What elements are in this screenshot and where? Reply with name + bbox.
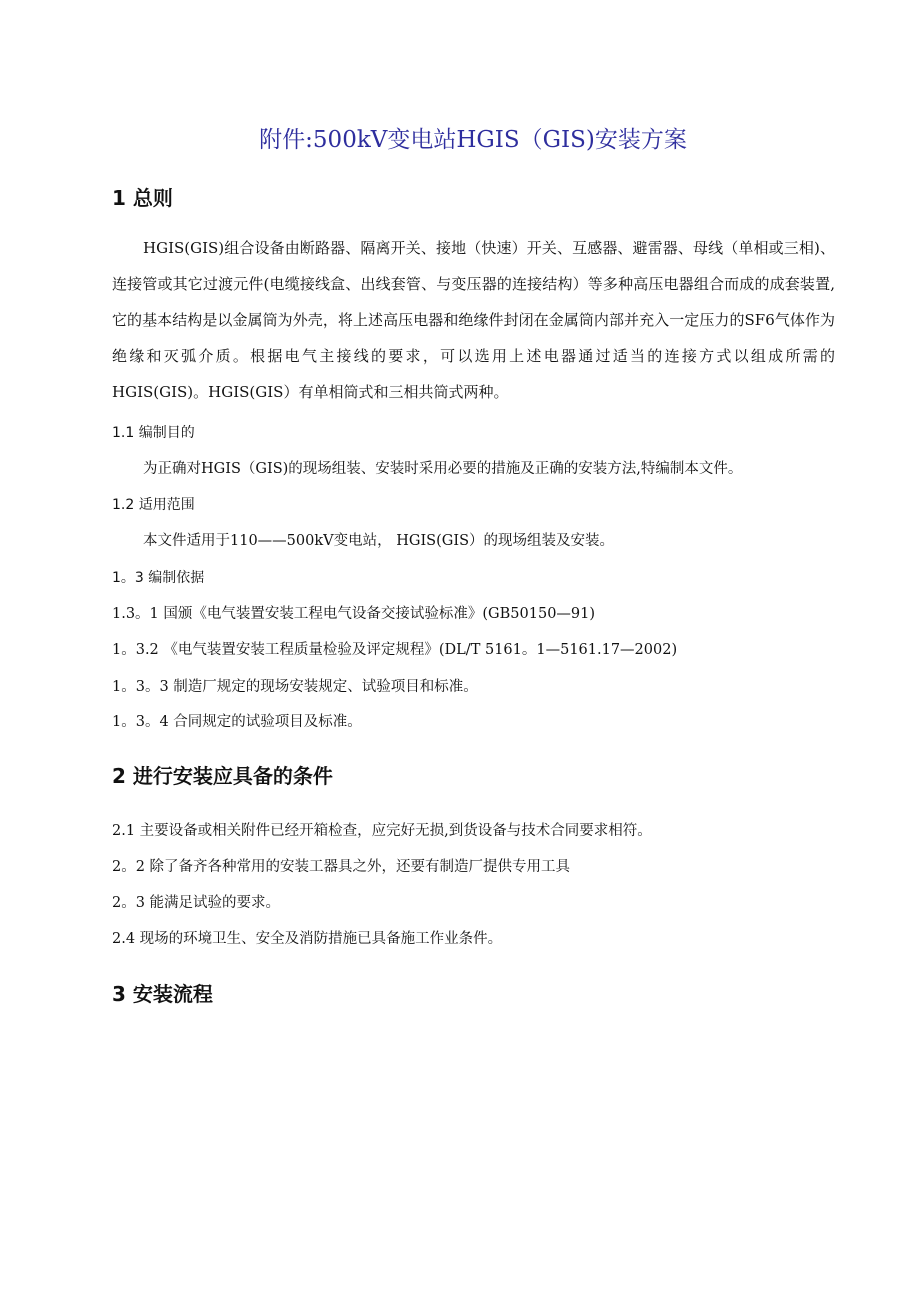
condition-item: 2。3 能满足试验的要求。 — [112, 895, 281, 911]
section-1-2-text: 本文件适用于110——500kV变电站， HGIS(GIS）的现场组装及安装。 — [143, 533, 615, 549]
condition-item: 2。2 除了备齐各种常用的安装工器具之外，还要有制造厂提供专用工具 — [112, 859, 571, 875]
section-2-heading: 2 进行安装应具备的条件 — [112, 764, 333, 788]
reference-item: 1.3。1 国颁《电气装置安装工程电气设备交接试验标准》(GB50150—91) — [112, 606, 596, 622]
condition-item: 2.4 现场的环境卫生、安全及消防措施已具备施工作业条件。 — [112, 931, 503, 947]
section-1-heading: 1 总则 — [112, 186, 173, 210]
reference-item: 1。3。3 制造厂规定的现场安装规定、试验项目和标准。 — [112, 679, 478, 695]
section-1-1-text: 为正确对HGIS（GIS)的现场组装、安装时采用必要的措施及正确的安装方法,特编制本文件。 — [143, 461, 743, 477]
document-title: 附件:500kV变电站HGIS（GIS)安装方案 — [259, 127, 687, 153]
section-1-3-heading: 1。3 编制依据 — [112, 570, 205, 586]
section-1-paragraph: HGIS(GIS)组合设备由断路器、隔离开关、接地（快速）开关、互感器、避雷器、母线（单相或三相)、连接管或其它过渡元件(电缆接线盒、出线套管、与变压器的连接结构）等多种高压电器组合而成的成套装置,它的基本结构是以金属筒为外壳，将上述高压电器和绝缘件封闭在金属筒内部并充入一定压力的SF6气体作为绝缘和灭弧介质。根据电气主接线的要求，可以选用上述电器通过适当的连接方式以组成所需的HGIS(GIS)。HGIS(GIS）有单相筒式和三相共筒式两种。 — [112, 239, 835, 401]
section-3-heading: 3 安装流程 — [112, 982, 213, 1006]
section-1-2-heading: 1.2 适用范围 — [112, 497, 195, 513]
condition-item: 2.1 主要设备或相关附件已经开箱检查，应完好无损,到货设备与技术合同要求相符。 — [112, 823, 652, 839]
section-1-1-heading: 1.1 编制目的 — [112, 425, 195, 441]
reference-item: 1。3。4 合同规定的试验项目及标准。 — [112, 714, 362, 730]
reference-item: 1。3.2 《电气装置安装工程质量检验及评定规程》(DL/T 5161。1—5161.17—2002) — [112, 642, 678, 658]
